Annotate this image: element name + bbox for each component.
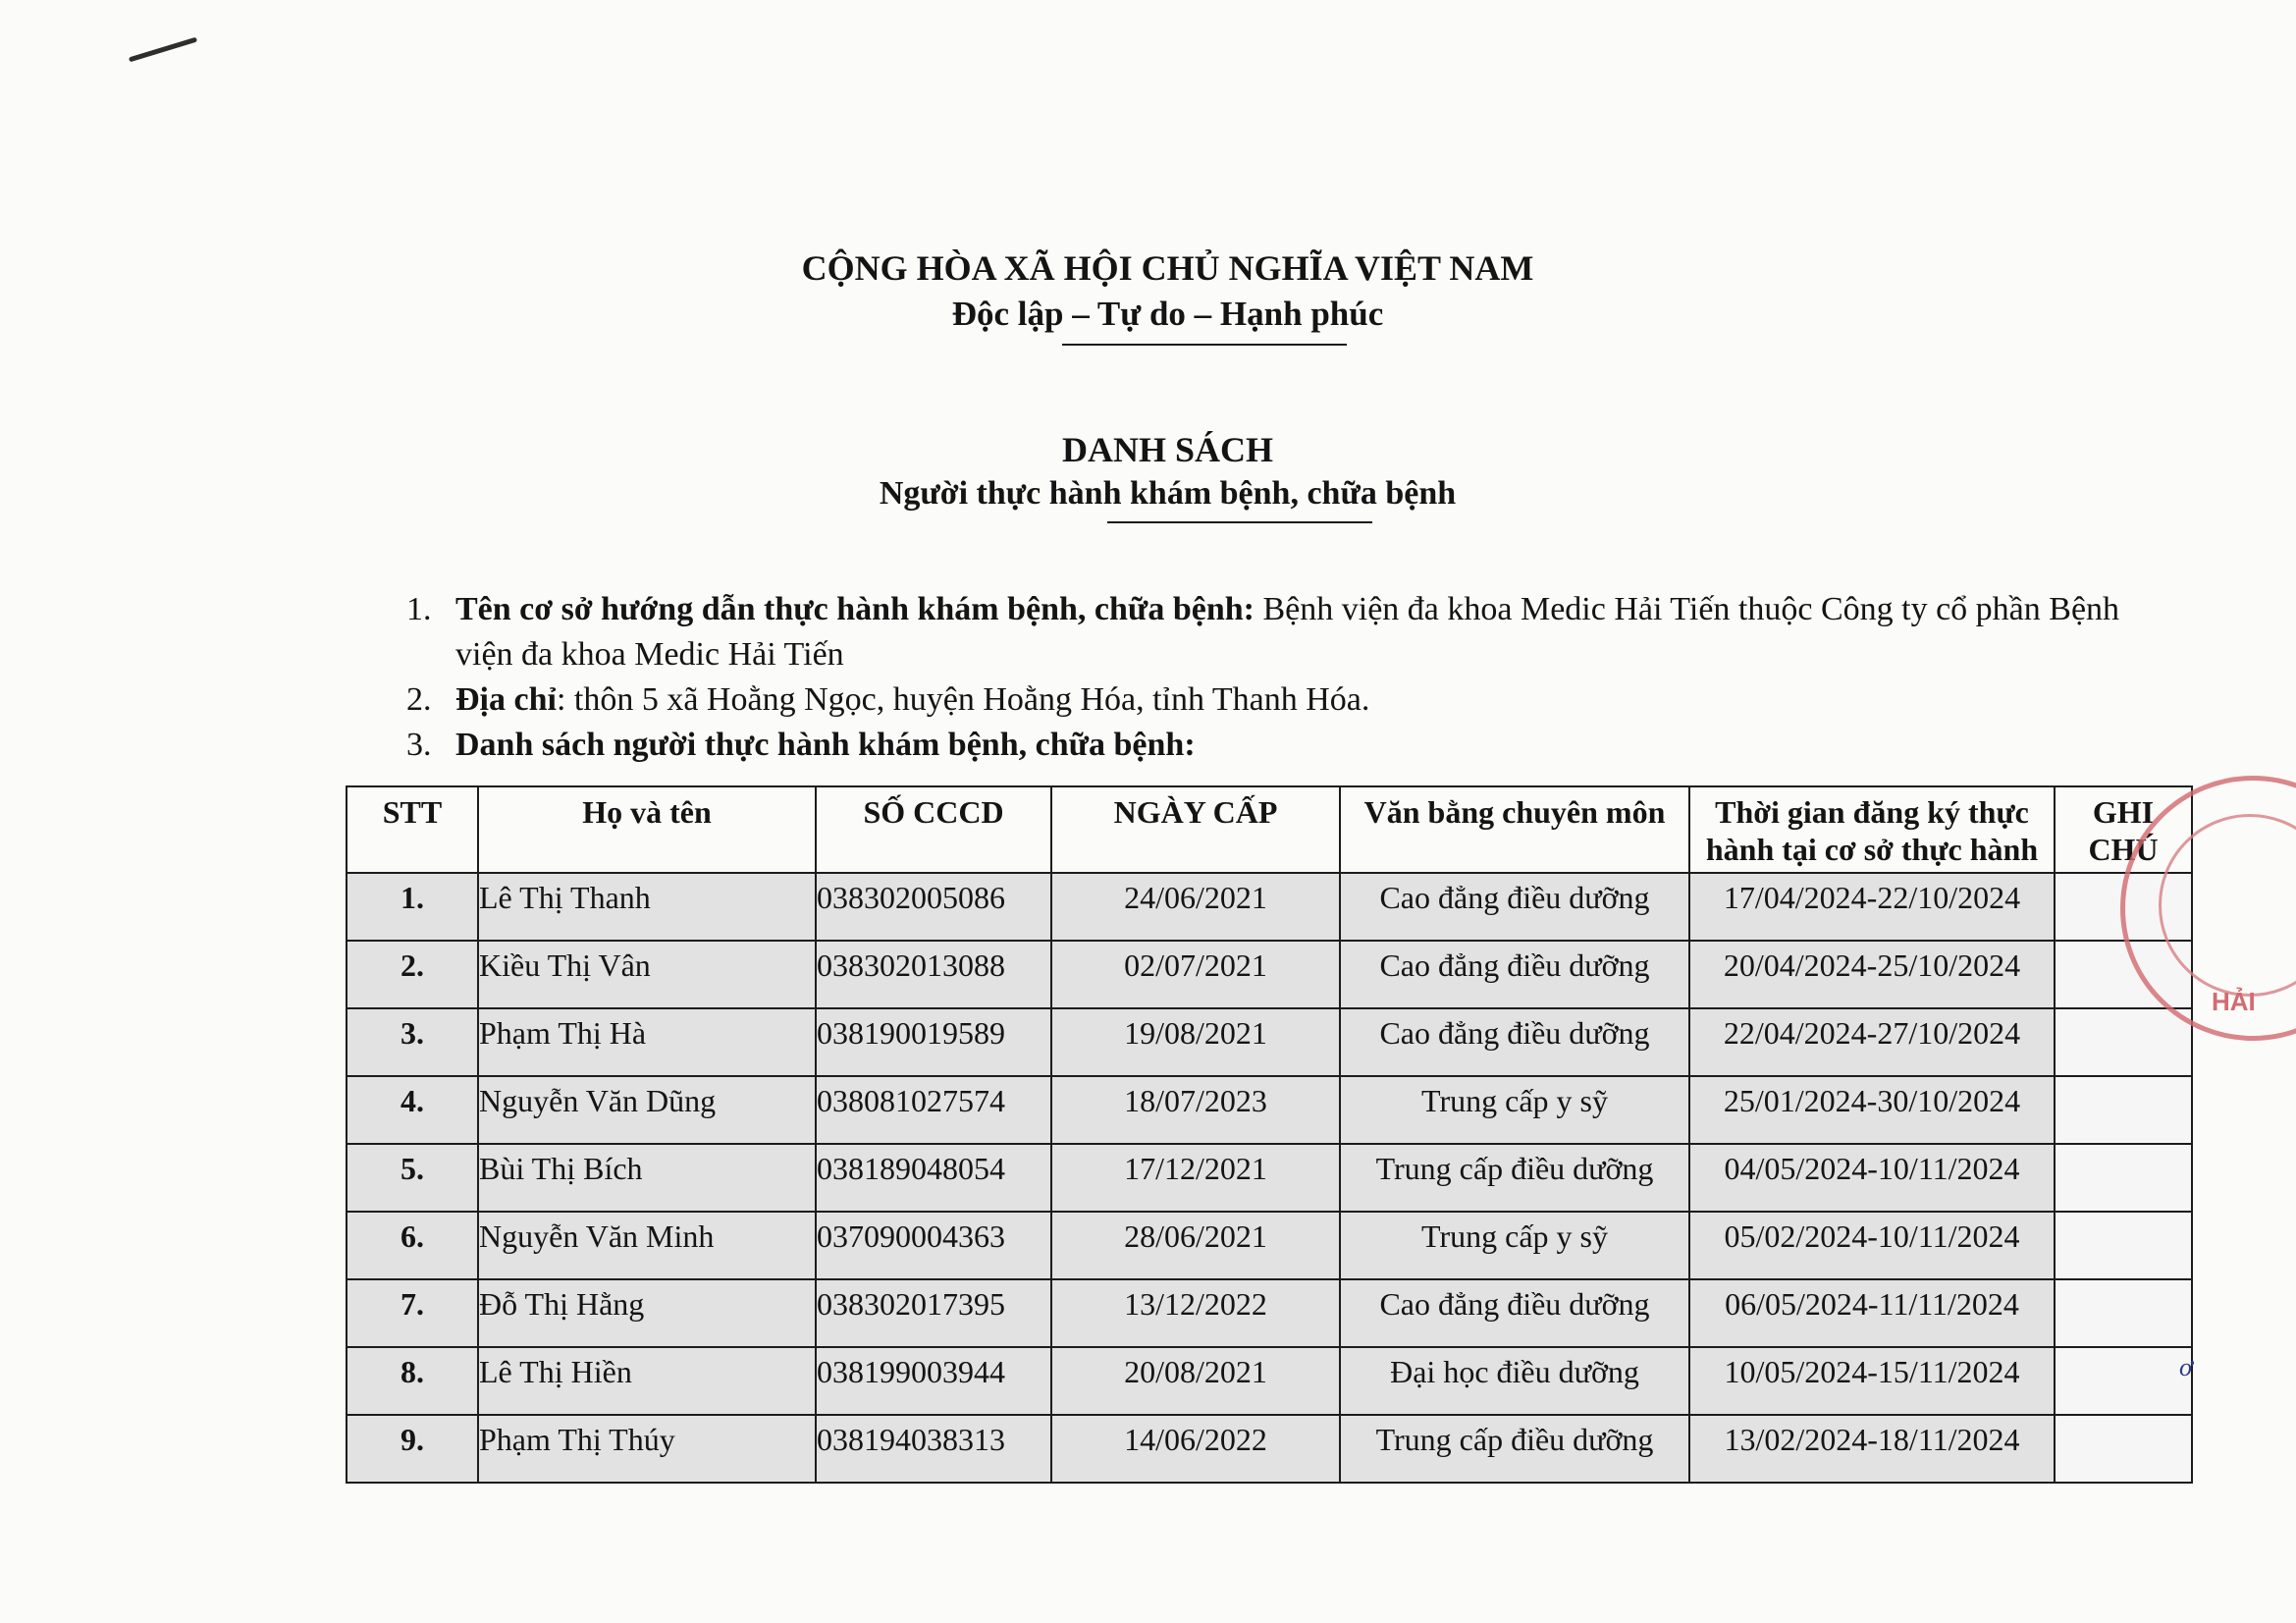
info-label: Tên cơ sở hướng dẫn thực hành khám bệnh, chữa bệnh: <box>455 591 1255 627</box>
info-number: 2. <box>406 681 432 718</box>
cell-degree: Trung cấp điều dưỡng <box>1340 1415 1689 1483</box>
info-item-facility <box>406 587 2134 677</box>
document-subtitle: Người thực hành khám bệnh, chữa bệnh <box>879 475 1457 512</box>
cell-id: 038081027574 <box>816 1076 1051 1144</box>
cell-id: 038302013088 <box>816 941 1051 1008</box>
header-note: GHI CHÚ <box>2055 786 2192 873</box>
cell-period: 22/04/2024-27/10/2024 <box>1689 1008 2055 1076</box>
cell-name: Kiều Thị Vân <box>478 941 816 1008</box>
cell-note <box>2055 1076 2192 1144</box>
table-row <box>347 873 2192 941</box>
info-value: : thôn 5 xã Hoằng Ngọc, huyện Hoằng Hóa, tỉnh Thanh Hóa. <box>556 681 1370 718</box>
cell-period: 10/05/2024-15/11/2024 <box>1689 1347 2055 1415</box>
info-list <box>406 587 2134 768</box>
cell-stt: 7. <box>347 1279 478 1347</box>
cell-name: Bùi Thị Bích <box>478 1144 816 1212</box>
practitioner-table <box>346 785 2193 1484</box>
header-id: SỐ CCCD <box>816 786 1051 873</box>
info-label: Danh sách người thực hành khám bệnh, chữa bệnh <box>455 727 1185 763</box>
table-header-row <box>347 786 2192 873</box>
cell-note <box>2055 1347 2192 1415</box>
cell-stt: 6. <box>347 1212 478 1279</box>
info-item-address <box>406 677 2134 723</box>
table-row <box>347 1212 2192 1279</box>
table-row <box>347 1144 2192 1212</box>
cell-note <box>2055 1212 2192 1279</box>
cell-degree: Cao đẳng điều dưỡng <box>1340 1279 1689 1347</box>
cell-period: 06/05/2024-11/11/2024 <box>1689 1279 2055 1347</box>
document-title: DANH SÁCH <box>1061 430 1273 469</box>
cell-issue-date: 18/07/2023 <box>1051 1076 1340 1144</box>
cell-name: Nguyễn Văn Dũng <box>478 1076 816 1144</box>
cell-stt: 5. <box>347 1144 478 1212</box>
cell-stt: 2. <box>347 941 478 1008</box>
motto-underline <box>1062 344 1347 346</box>
cell-name: Lê Thị Thanh <box>478 873 816 941</box>
cell-name: Lê Thị Hiền <box>478 1347 816 1415</box>
cell-id: 038194038313 <box>816 1415 1051 1483</box>
cell-degree: Đại học điều dưỡng <box>1340 1347 1689 1415</box>
header-period: Thời gian đăng ký thực hành tại cơ sở thực hành <box>1689 786 2055 873</box>
cell-id: 038302005086 <box>816 873 1051 941</box>
cell-degree: Trung cấp điều dưỡng <box>1340 1144 1689 1212</box>
cell-name: Nguyễn Văn Minh <box>478 1212 816 1279</box>
cell-degree: Cao đẳng điều dưỡng <box>1340 1008 1689 1076</box>
info-value: Bệnh viện đa khoa Medic Hải Tiến thuộc Công ty cổ phần Bệnh viện đa khoa Medic Hải Tiến <box>455 591 2120 673</box>
cell-period: 25/01/2024-30/10/2024 <box>1689 1076 2055 1144</box>
cell-stt: 4. <box>347 1076 478 1144</box>
cell-issue-date: 13/12/2022 <box>1051 1279 1340 1347</box>
header-name: Họ và tên <box>478 786 816 873</box>
table-row <box>347 941 2192 1008</box>
pen-initial-mark: ơ <box>2179 1353 2193 1381</box>
table-row <box>347 1347 2192 1415</box>
info-label: Địa chỉ <box>455 681 557 718</box>
cell-id: 038189048054 <box>816 1144 1051 1212</box>
cell-issue-date: 19/08/2021 <box>1051 1008 1340 1076</box>
cell-name: Phạm Thị Thúy <box>478 1415 816 1483</box>
national-heading: CỘNG HÒA XÃ HỘI CHỦ NGHĨA VIỆT NAM <box>801 248 1534 288</box>
cell-issue-date: 24/06/2021 <box>1051 873 1340 941</box>
info-item-list-heading <box>406 723 2134 768</box>
cell-period: 20/04/2024-25/10/2024 <box>1689 941 2055 1008</box>
cell-degree: Trung cấp y sỹ <box>1340 1212 1689 1279</box>
cell-period: 17/04/2024-22/10/2024 <box>1689 873 2055 941</box>
cell-note <box>2055 1415 2192 1483</box>
header-stt: STT <box>347 786 478 873</box>
cell-stt: 9. <box>347 1415 478 1483</box>
cell-period: 13/02/2024-18/11/2024 <box>1689 1415 2055 1483</box>
seal-text: HẢI <box>2212 987 2256 1016</box>
cell-issue-date: 20/08/2021 <box>1051 1347 1340 1415</box>
cell-degree: Cao đẳng điều dưỡng <box>1340 941 1689 1008</box>
info-value: : <box>1184 727 1196 763</box>
table-row <box>347 1008 2192 1076</box>
header-degree: Văn bằng chuyên môn <box>1340 786 1689 873</box>
table-row <box>347 1415 2192 1483</box>
cell-stt: 1. <box>347 873 478 941</box>
cell-stt: 8. <box>347 1347 478 1415</box>
cell-name: Phạm Thị Hà <box>478 1008 816 1076</box>
cell-name: Đỗ Thị Hằng <box>478 1279 816 1347</box>
cell-id: 038302017395 <box>816 1279 1051 1347</box>
header-issue-date: NGÀY CẤP <box>1051 786 1340 873</box>
cell-stt: 3. <box>347 1008 478 1076</box>
cell-issue-date: 14/06/2022 <box>1051 1415 1340 1483</box>
cell-id: 037090004363 <box>816 1212 1051 1279</box>
cell-note <box>2055 1144 2192 1212</box>
cell-period: 05/02/2024-10/11/2024 <box>1689 1212 2055 1279</box>
cell-degree: Trung cấp y sỹ <box>1340 1076 1689 1144</box>
cell-note <box>2055 1279 2192 1347</box>
table-body <box>347 873 2192 1483</box>
seal-inner-ring <box>2159 814 2296 997</box>
cell-issue-date: 02/07/2021 <box>1051 941 1340 1008</box>
table-row <box>347 1279 2192 1347</box>
national-motto: Độc lập – Tự do – Hạnh phúc <box>951 295 1384 333</box>
cell-period: 04/05/2024-10/11/2024 <box>1689 1144 2055 1212</box>
table-row <box>347 1076 2192 1144</box>
cell-issue-date: 28/06/2021 <box>1051 1212 1340 1279</box>
cell-degree: Cao đẳng điều dưỡng <box>1340 873 1689 941</box>
scan-mark <box>129 37 197 63</box>
subtitle-underline <box>1107 521 1372 523</box>
cell-id: 038190019589 <box>816 1008 1051 1076</box>
cell-note <box>2055 1008 2192 1076</box>
info-number: 1. <box>406 591 432 627</box>
info-number: 3. <box>406 727 432 763</box>
cell-id: 038199003944 <box>816 1347 1051 1415</box>
cell-issue-date: 17/12/2021 <box>1051 1144 1340 1212</box>
